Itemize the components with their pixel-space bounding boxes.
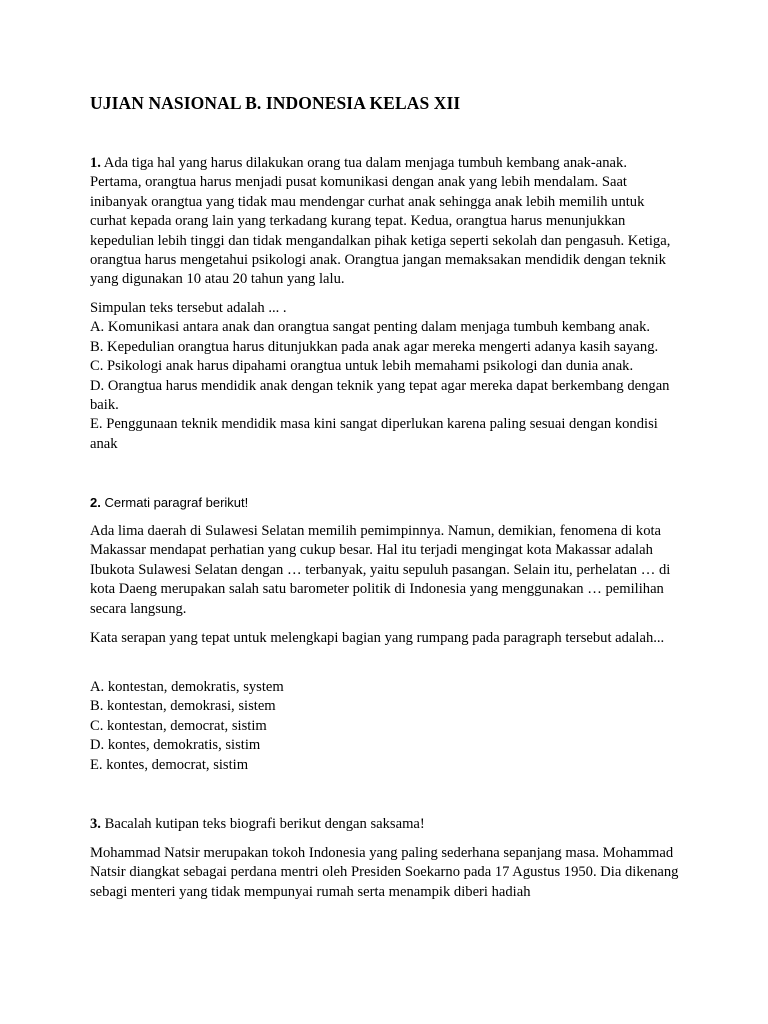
question-3-intro-line: [90, 815, 680, 834]
option-d[interactable]: D. kontes, demokratis, sistim: [90, 737, 261, 754]
question-2-header: [90, 493, 680, 512]
question-3-passage: Mohammad Natsir merupakan tokoh Indonesia yang paling sederhana sepanjang masa. Mohammad Natsir diangkat sebagai perdana mentri oleh Presiden Soekarno pada 17 Agustus 1950. Dia dikenang sebagi menteri yang tidak mempunyai rumah serta menampik diberi hadiah: [90, 845, 679, 900]
question-1-passage: [90, 154, 680, 290]
question-3-intro: Bacalah kutipan teks biografi berikut dengan saksama!: [104, 816, 425, 832]
option-e[interactable]: E. kontes, democrat, sistim: [90, 756, 249, 773]
question-3-number: 3.: [90, 816, 101, 832]
option-c[interactable]: C. Psikologi anak harus dipahami orangtua untuk lebih memahami psikologi dan dunia anak.: [90, 358, 634, 375]
question-1-number: 1.: [90, 155, 101, 171]
question-2-number: 2.: [90, 495, 101, 510]
question-2-intro: Cermati paragraf berikut!: [104, 495, 249, 510]
question-1-answers: [90, 299, 680, 454]
question-1: [90, 154, 680, 290]
question-2-options: [90, 678, 680, 775]
option-b[interactable]: B. Kepedulian orangtua harus ditunjukkan pada anak agar mereka mengerti adanya kasih sayang.: [90, 338, 659, 355]
question-2-prompt: Kata serapan yang tepat untuk melengkapi bagian yang rumpang pada paragraph tersebut adalah...: [90, 630, 665, 646]
question-1-passage-text: Ada tiga hal yang harus dilakukan orang tua dalam menjaga tumbuh kembang anak-anak. Pertama, orangtua harus menjadi pusat komunikasi dengan anak yang lebih mendalam. Saat inibanyak orangtua yang tidak mau mendengar curhat anak sehingga anak lebih memilih untuk curhat kepada orang lain yang terkadang kurang tepat. Kedua, orangtua harus menunjukkan kepedulian lebih tinggi dan tidak mengandalkan pihak ketiga seperti sekolah dan pengasuh. Ketiga, orangtua harus mengetahui psikologi anak. Orangtua jangan memaksakan mendidik dengan teknik yang digunakan 10 atau 20 tahun yang lalu.: [90, 155, 671, 288]
question-2-passage-block: [90, 522, 680, 619]
question-2-intro-line: [90, 493, 680, 512]
option-c[interactable]: C. kontestan, democrat, sistim: [90, 717, 267, 734]
question-1-options: [90, 318, 680, 454]
question-3-passage-block: [90, 844, 680, 902]
option-e[interactable]: E. Penggunaan teknik mendidik masa kini sangat diperlukan karena paling sesuai dengan kondisi anak: [90, 416, 658, 452]
option-a[interactable]: A. Komunikasi antara anak dan orangtua sangat penting dalam menjaga tumbuh kembang anak.: [90, 319, 651, 336]
question-3-header: [90, 815, 680, 834]
option-a[interactable]: A. kontestan, demokratis, system: [90, 679, 284, 695]
question-2-passage: Ada lima daerah di Sulawesi Selatan memilih pemimpinnya. Namun, demikian, fenomena di kota Makassar mendapat perhatian yang cukup besar. Hal itu terjadi mengingat kota Makassar adalah Ibukota Sulawesi Selatan dengan … terbanyak, yaitu sepuluh pasangan. Selain itu, perhelatan … di kota Daeng merupakan salah satu barometer politik di Indonesia yang menggunakan … pemilihan secara langsung.: [90, 523, 671, 617]
question-2-prompt-block: [90, 629, 680, 648]
option-b[interactable]: B. kontestan, demokrasi, sistem: [90, 698, 276, 715]
option-d[interactable]: D. Orangtua harus mendidik anak dengan teknik yang tepat agar mereka dapat berkembang dengan baik.: [90, 377, 670, 414]
question-1-prompt: Simpulan teks tersebut adalah ... .: [90, 300, 287, 316]
page-title: UJIAN NASIONAL B. INDONESIA KELAS XII: [90, 93, 461, 113]
